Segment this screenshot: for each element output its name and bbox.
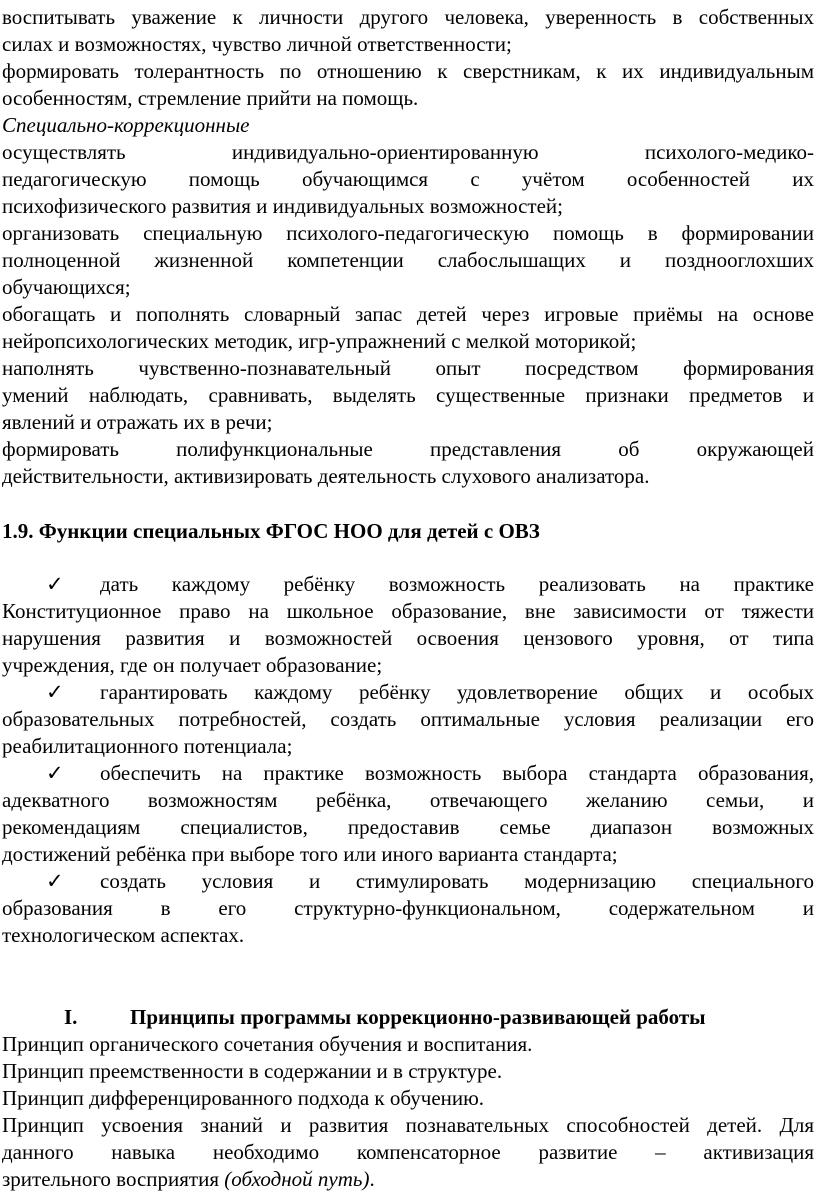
text-line: формировать толерантность по отношению к сверстникам, к их индивидуальным [2, 59, 814, 83]
principle-line: Принцип дифференцированного подхода к обучению. [2, 1086, 485, 1110]
special-item-3 [2, 301, 814, 355]
special-item-2 [2, 220, 814, 301]
principle-line: Принцип усвоения знаний и развития познавательных способностей детей. Для [2, 1113, 814, 1137]
text-line: образовательных потребностей, создать оптимальные условия реализации его [2, 707, 814, 731]
heading-text: Специально-коррекционные [2, 113, 250, 137]
special-item-4 [2, 355, 814, 436]
text-line: образования в его структурно-функциональном, содержательном и [2, 896, 814, 920]
text-line: силах и возможностях, чувство личной ответственности; [2, 32, 512, 56]
text-line: Конституционное право на школьное образование, вне зависимости от тяжести [2, 599, 814, 623]
text-line: обеспечить на практике возможность выбора стандарта образования, [100, 761, 814, 785]
text-line: нарушения развития и возможностей освоения цензового уровня, от типа [2, 626, 814, 650]
section-heading-1-9: 1.9. Функции специальных ФГОС НОО для детей с ОВЗ [2, 519, 540, 543]
principle-line: Принцип органического сочетания обучения и воспитания. [2, 1032, 533, 1056]
text-line: наполнять чувственно-познавательный опыт посредством формирования [2, 356, 814, 380]
text-line: учреждения, где он получает образование; [2, 653, 383, 677]
function-item-4 [2, 868, 814, 949]
text-line: адекватного возможностям ребёнка, отвечающего желанию семьи, и [2, 788, 814, 812]
check-icon: ✓ [46, 572, 64, 596]
text-line: полноценной жизненной компетенции слабослышащих и позднооглохших [2, 248, 814, 272]
text-line: достижений ребёнка при выборе того или иного варианта стандарта; [2, 842, 618, 866]
intro-paragraph-respect [2, 4, 814, 58]
text-line: особенностям, стремление прийти на помощь. [2, 86, 419, 110]
text-segment: зрительного восприятия [2, 1167, 225, 1191]
text-line: психофизического развития и индивидуальных возможностей; [2, 194, 563, 218]
text-line: осуществлять индивидуально-ориентированную психолого-медико- [2, 140, 814, 164]
section-heading-principles: Принципы программы коррекционно-развивающей работы [130, 1005, 706, 1029]
principle-line: Принцип преемственности в содержании и в структуре. [2, 1059, 503, 1083]
function-item-2 [2, 679, 814, 760]
principles-list [2, 1031, 814, 1193]
text-line: воспитывать уважение к личности другого человека, уверенность в собственных [2, 5, 814, 29]
text-line: педагогическую помощь обучающимся с учётом особенностей их [2, 167, 814, 191]
check-icon: ✓ [46, 869, 64, 893]
text-line: обучающихся; [2, 275, 131, 299]
text-line: действительности, активизировать деятельность слухового анализатора. [2, 464, 650, 488]
text-line: гарантировать каждому ребёнку удовлетворение общих и особых [100, 680, 814, 704]
text-line: технологическом аспектах. [2, 923, 245, 947]
text-line: формировать полифункциональные представления об окружающей [2, 437, 814, 461]
text-line: создать условия и стимулировать модернизацию специального [100, 869, 814, 893]
intro-paragraph-tolerance [2, 58, 814, 112]
special-correctional-heading [2, 112, 814, 139]
text-line: организовать специальную психолого-педагогическую помощь в формировании [2, 221, 814, 245]
text-segment: . [369, 1167, 375, 1191]
italic-note: (обходной путь) [224, 1167, 370, 1191]
text-line: умений наблюдать, сравнивать, выделять существенные признаки предметов и [2, 383, 814, 407]
special-item-1 [2, 139, 814, 220]
function-item-3 [2, 760, 814, 868]
function-item-1 [2, 571, 814, 679]
principle-line: данного навыка необходимо компенсаторное развитие – активизация [2, 1140, 814, 1164]
check-icon: ✓ [46, 680, 64, 704]
text-line: дать каждому ребёнку возможность реализовать на практике [100, 572, 814, 596]
text-line: обогащать и пополнять словарный запас детей через игровые приёмы на основе [2, 302, 814, 326]
text-line: нейропсихологических методик, игр-упражнений с мелкой моторикой; [2, 329, 637, 353]
text-line: реабилитационного потенциала; [2, 734, 293, 758]
text-line: рекомендациям специалистов, предоставив семье диапазон возможных [2, 815, 814, 839]
check-icon: ✓ [46, 761, 64, 785]
text-line: явлений и отражать их в речи; [2, 410, 273, 434]
special-item-5 [2, 436, 814, 490]
section-numeral: I. [64, 1005, 78, 1029]
principle-line-last [2, 1166, 814, 1193]
